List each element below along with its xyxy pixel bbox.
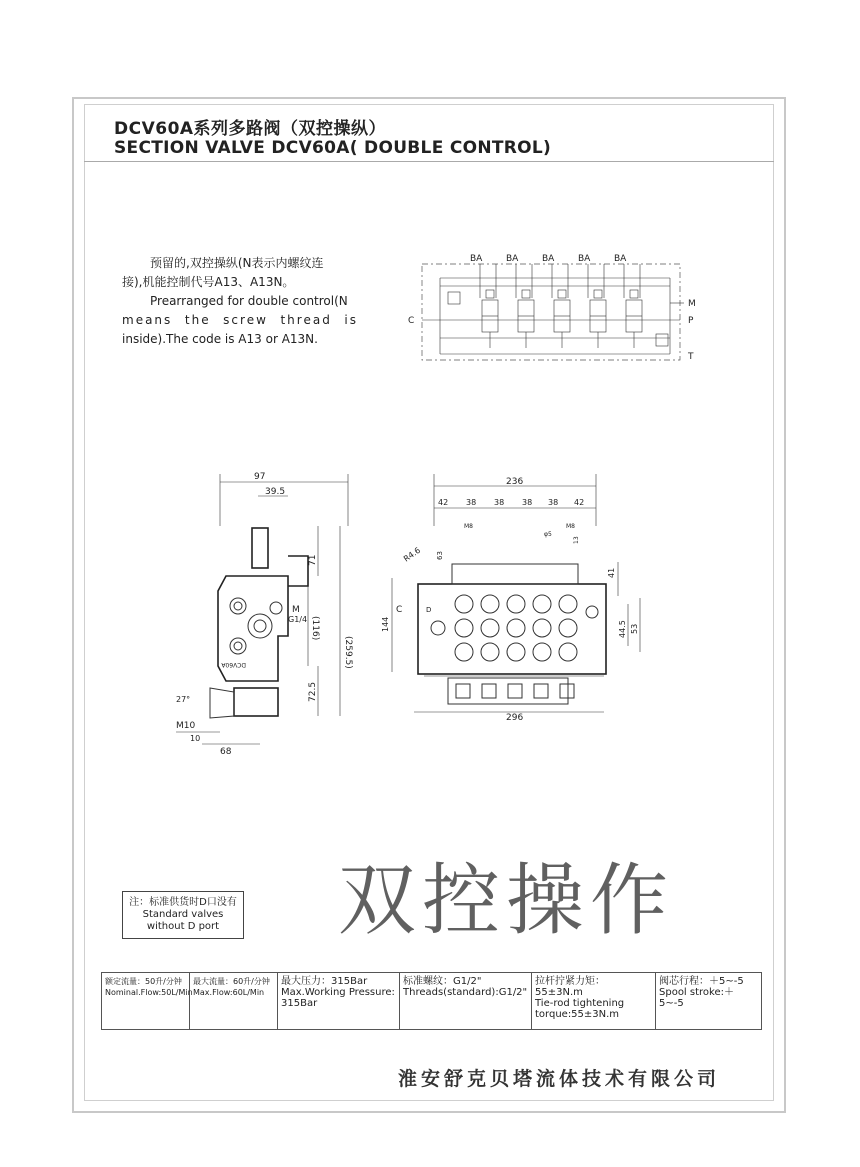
note-box xyxy=(122,891,244,939)
dim-63: 63 xyxy=(436,551,444,560)
port-ba-5: BA xyxy=(614,254,627,264)
spec-max-flow xyxy=(190,973,278,1029)
desc-en-line3: inside).The code is A13 or A13N. xyxy=(122,332,318,346)
spec-threads-cn: 标准螺纹：G1/2" xyxy=(403,976,482,987)
dim-section-2: 38 xyxy=(466,498,477,507)
spool-2 xyxy=(516,264,534,348)
port-t: T xyxy=(688,352,694,362)
label-c: C xyxy=(396,605,403,615)
desc-en-line1: Prearranged for double control(N xyxy=(150,294,348,308)
big-title-label: 双控操作 xyxy=(338,856,675,946)
spec-tie-rod-cn: 拉杆拧紧力矩：55±3N.m xyxy=(535,976,605,998)
schematic-boundary xyxy=(422,264,680,360)
dim-296: 296 xyxy=(506,713,524,723)
dim-116: (116) xyxy=(310,616,320,641)
dim-m10: M10 xyxy=(176,721,196,731)
port-ba-2: BA xyxy=(506,254,519,264)
spool-5 xyxy=(624,264,642,348)
port-p: P xyxy=(688,316,694,326)
dim-259-5: (259.5) xyxy=(343,636,353,669)
note-line2: Standard valves xyxy=(142,909,224,920)
dim-13: 13 xyxy=(573,536,580,544)
spec-nominal-flow-en: Nominal.Flow:50L/Min xyxy=(105,988,193,997)
spec-max-pressure-en: Max.Working Pressure: xyxy=(281,987,395,998)
dim-m8-right: M8 xyxy=(566,523,575,530)
port-ba-3: BA xyxy=(542,254,555,264)
port-ba-4: BA xyxy=(578,254,591,264)
spec-threads-en: Threads(standard):G1/2" xyxy=(403,987,528,998)
dim-section-5: 38 xyxy=(548,498,559,507)
dim-section-3: 38 xyxy=(494,498,505,507)
spec-max-flow-cn: 最大流量：60升/分钟 xyxy=(193,977,270,986)
spool-4 xyxy=(588,264,606,348)
dim-section-4: 38 xyxy=(522,498,533,507)
title-divider xyxy=(84,161,774,162)
dim-10: 10 xyxy=(190,734,201,743)
dim-section-1: 42 xyxy=(438,498,449,507)
dim-41: 41 xyxy=(607,567,616,578)
dim-71: 71 xyxy=(308,554,318,566)
port-grid xyxy=(455,595,577,661)
handle-rod xyxy=(252,528,268,568)
spec-tie-rod-en2: torque:55±3N.m xyxy=(535,1009,620,1020)
note-line3: without D port xyxy=(146,921,220,932)
dim-97: 97 xyxy=(254,472,266,482)
spec-max-pressure-en2: 315Bar xyxy=(281,998,318,1009)
dim-72-5: 72.5 xyxy=(308,681,318,702)
dim-144: 144 xyxy=(381,616,390,632)
dim-r4-6: R4.6 xyxy=(401,545,423,564)
lower-caps xyxy=(456,684,574,698)
dim-44-5: 44.5 xyxy=(618,620,627,638)
spec-nominal-flow-cn: 额定流量：50升/分钟 xyxy=(105,977,182,986)
dim-68: 68 xyxy=(220,747,232,756)
side-view-drawing xyxy=(168,466,368,756)
dim-27-deg: 27° xyxy=(176,695,191,704)
relief-valve-right xyxy=(656,334,668,346)
spec-max-pressure xyxy=(278,973,400,1029)
spec-max-pressure-cn: 最大压力：315Bar xyxy=(281,976,368,987)
spec-tie-rod xyxy=(532,973,656,1029)
label-model: DCV60A xyxy=(221,661,246,668)
spool-3 xyxy=(552,264,570,348)
desc-cn-line1: 预留的,双控操纵(N表示内螺纹连 xyxy=(150,256,324,270)
title-english: SECTION VALVE DCV60A( DOUBLE CONTROL) xyxy=(114,138,552,158)
spec-nominal-flow xyxy=(102,973,193,1029)
front-view-drawing xyxy=(378,466,648,736)
dim-m8-left: M8 xyxy=(464,523,473,530)
relief-valve-left xyxy=(448,292,460,304)
port-c-circle xyxy=(431,621,445,635)
desc-en-line2: means the screw thread is xyxy=(122,313,358,327)
port-c: C xyxy=(408,316,415,326)
dim-236: 236 xyxy=(506,477,524,487)
desc-cn-line2: 接),机能控制代号A13、A13N。 xyxy=(122,275,295,289)
linkage-lever xyxy=(210,688,234,718)
description-block xyxy=(122,254,358,349)
dim-phi5: φ5 xyxy=(544,531,552,538)
spec-spool-stroke-cn: 阀芯行程：＋5~-5 xyxy=(659,976,744,987)
spec-table xyxy=(101,972,762,1030)
body-lower-block xyxy=(234,688,278,716)
port-ba-1: BA xyxy=(470,254,483,264)
dim-section-6: 42 xyxy=(574,498,585,507)
label-d: D xyxy=(426,606,432,614)
spec-threads xyxy=(400,973,532,1029)
spec-spool-stroke-en: Spool stroke:＋5~-5 xyxy=(659,987,734,1009)
port-m: M xyxy=(688,299,696,309)
spec-max-flow-en: Max.Flow:60L/Min xyxy=(193,988,265,997)
spec-spool-stroke xyxy=(656,973,761,1029)
dim-39-5: 39.5 xyxy=(265,487,286,497)
title-chinese: DCV60A系列多路阀（双控操纵） xyxy=(114,119,387,139)
company-name: 淮安舒克贝塔流体技术有限公司 xyxy=(398,1068,721,1090)
note-line1: 注：标准供货时D口没有 xyxy=(129,897,237,908)
dim-53: 53 xyxy=(630,623,639,634)
spool-1 xyxy=(480,264,498,348)
label-m: M xyxy=(292,605,300,615)
hydraulic-schematic xyxy=(400,248,710,368)
label-g14: G1/4 xyxy=(288,615,308,624)
spec-tie-rod-en: Tie-rod tightening xyxy=(535,998,625,1009)
